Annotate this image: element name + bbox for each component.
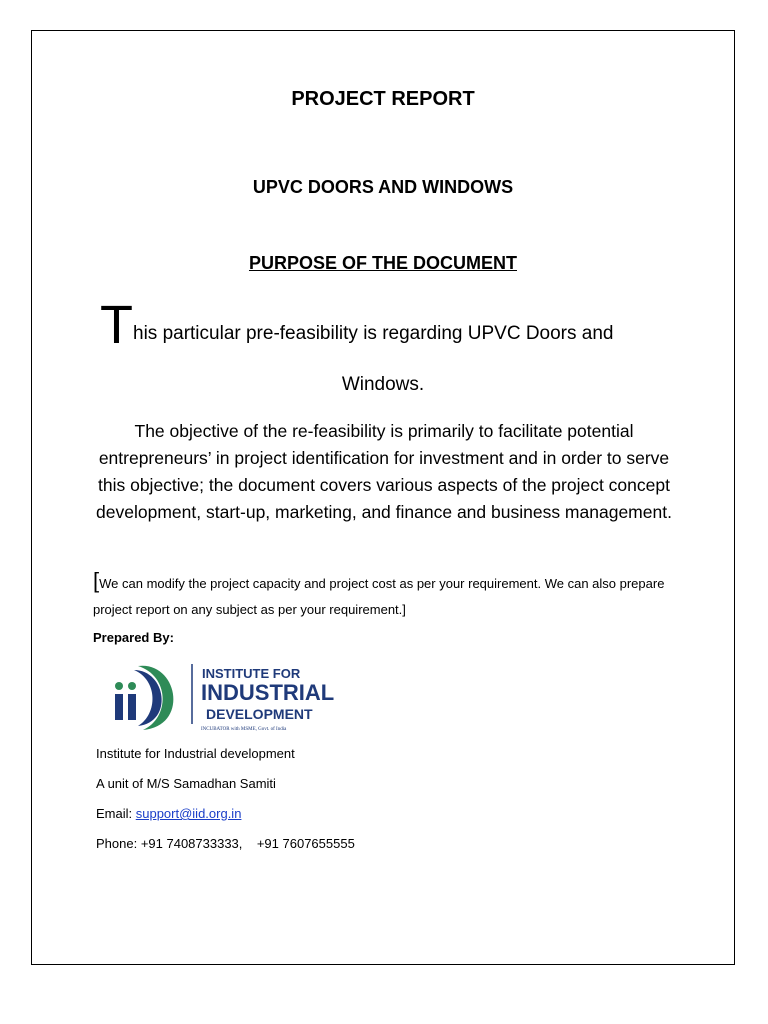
open-bracket: [ <box>93 568 100 593</box>
logo-dot-1 <box>115 682 123 690</box>
drop-cap: T <box>100 295 133 355</box>
intro-line2: Windows. <box>341 374 425 395</box>
intro-paragraph <box>100 295 680 355</box>
prepared-by-label: Prepared By: <box>93 630 174 645</box>
iid-logo <box>108 656 335 736</box>
email-label: Email: <box>96 806 136 821</box>
objective-paragraph: The objective of the re-feasibility is primarily to facilitate potential entrepreneurs’ in project identification for investment and in order to serve this objective; the document covers various aspects of the project concept development, start-up, marketing, and finance and business management. <box>96 421 672 522</box>
logo-line1: INSTITUTE FOR <box>202 666 301 681</box>
logo-line3: DEVELOPMENT <box>206 706 313 722</box>
contact-org: Institute for Industrial development <box>96 746 295 761</box>
report-subtitle: UPVC DOORS AND WINDOWS <box>252 177 514 197</box>
logo-bar-1 <box>115 694 123 720</box>
contact-email-row <box>96 806 241 821</box>
email-link[interactable]: support@iid.org.in <box>135 806 242 821</box>
contact-unit: A unit of M/S Samadhan Samiti <box>96 776 276 791</box>
logo-line2: INDUSTRIAL <box>201 680 335 705</box>
logo-dot-2 <box>128 682 136 690</box>
logo-tagline: INCUBATOR with MSME, Govt. of India <box>201 727 287 732</box>
page-title: PROJECT REPORT <box>291 88 475 110</box>
intro-line1: his particular pre-feasibility is regarding UPVC Doors and <box>133 323 614 344</box>
section-heading: PURPOSE OF THE DOCUMENT <box>248 253 517 273</box>
logo-bar-2 <box>128 694 136 720</box>
disclaimer-note <box>93 568 693 623</box>
note-text: We can modify the project capacity and project cost as per your requirement. We can also prepare project report on any subject as per your requirement.] <box>93 576 665 617</box>
contact-phone: Phone: +91 7408733333, +91 7607655555 <box>96 836 355 851</box>
iid-logo-graphic <box>108 656 335 736</box>
